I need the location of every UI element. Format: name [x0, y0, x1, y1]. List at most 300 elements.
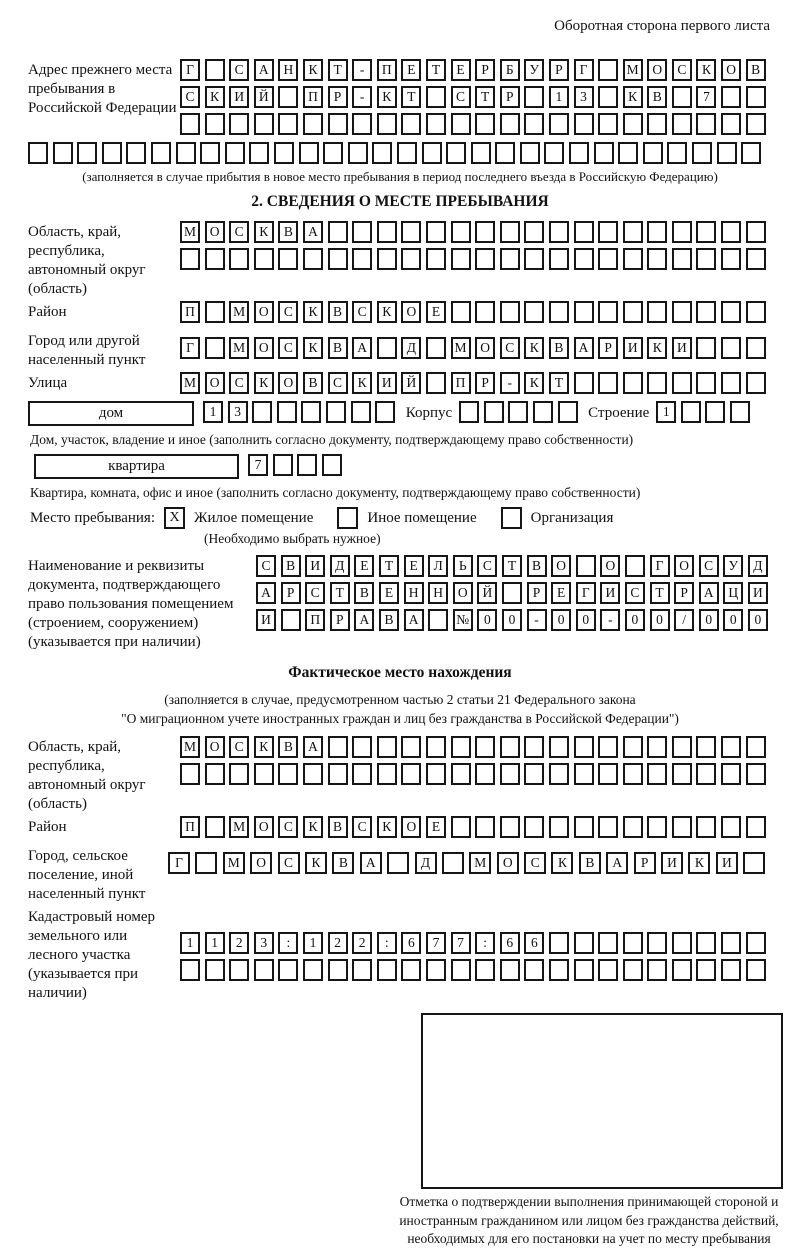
- char-cell[interactable]: [326, 401, 346, 423]
- char-cell[interactable]: [576, 555, 596, 577]
- char-cell[interactable]: 1: [205, 932, 225, 954]
- char-cell[interactable]: Д: [415, 852, 437, 874]
- char-cell[interactable]: [696, 736, 716, 758]
- cadastral-row-1[interactable]: [180, 932, 772, 954]
- char-cell[interactable]: С: [256, 555, 276, 577]
- char-cell[interactable]: 6: [524, 932, 544, 954]
- char-cell[interactable]: [180, 113, 200, 135]
- char-cell[interactable]: А: [303, 221, 323, 243]
- char-cell[interactable]: Д: [330, 555, 350, 577]
- char-cell[interactable]: К: [205, 86, 225, 108]
- char-cell[interactable]: 0: [625, 609, 645, 631]
- char-cell[interactable]: [574, 113, 594, 135]
- char-cell[interactable]: [743, 852, 765, 874]
- document-row-3[interactable]: [256, 609, 772, 631]
- char-cell[interactable]: Е: [379, 582, 399, 604]
- char-cell[interactable]: [322, 454, 342, 476]
- char-cell[interactable]: [328, 959, 348, 981]
- char-cell[interactable]: О: [250, 852, 272, 874]
- char-cell[interactable]: О: [600, 555, 620, 577]
- char-cell[interactable]: С: [229, 372, 249, 394]
- char-cell[interactable]: С: [524, 852, 546, 874]
- char-cell[interactable]: И: [716, 852, 738, 874]
- char-cell[interactable]: Т: [330, 582, 350, 604]
- char-cell[interactable]: И: [600, 582, 620, 604]
- char-cell[interactable]: Е: [451, 59, 471, 81]
- char-cell[interactable]: [643, 142, 663, 164]
- char-cell[interactable]: Е: [551, 582, 571, 604]
- char-cell[interactable]: 6: [401, 932, 421, 954]
- stroenie-cells[interactable]: [656, 401, 754, 423]
- char-cell[interactable]: [524, 221, 544, 243]
- char-cell[interactable]: К: [688, 852, 710, 874]
- char-cell[interactable]: 0: [748, 609, 768, 631]
- char-cell[interactable]: [672, 221, 692, 243]
- char-cell[interactable]: Р: [330, 609, 350, 631]
- char-cell[interactable]: [303, 763, 323, 785]
- char-cell[interactable]: [278, 248, 298, 270]
- char-cell[interactable]: В: [303, 372, 323, 394]
- char-cell[interactable]: [422, 142, 442, 164]
- char-cell[interactable]: Т: [502, 555, 522, 577]
- char-cell[interactable]: П: [303, 86, 323, 108]
- char-cell[interactable]: [277, 401, 297, 423]
- char-cell[interactable]: [696, 248, 716, 270]
- char-cell[interactable]: [451, 959, 471, 981]
- char-cell[interactable]: [721, 337, 741, 359]
- char-cell[interactable]: [352, 736, 372, 758]
- char-cell[interactable]: 0: [723, 609, 743, 631]
- char-cell[interactable]: О: [674, 555, 694, 577]
- char-cell[interactable]: [647, 113, 667, 135]
- char-cell[interactable]: -: [352, 59, 372, 81]
- char-cell[interactable]: [426, 959, 446, 981]
- char-cell[interactable]: [249, 142, 269, 164]
- district-row[interactable]: [180, 301, 772, 323]
- char-cell[interactable]: [229, 113, 249, 135]
- char-cell[interactable]: Ц: [723, 582, 743, 604]
- char-cell[interactable]: Т: [328, 59, 348, 81]
- char-cell[interactable]: [598, 86, 618, 108]
- char-cell[interactable]: Е: [401, 59, 421, 81]
- char-cell[interactable]: 0: [551, 609, 571, 631]
- char-cell[interactable]: К: [647, 337, 667, 359]
- char-cell[interactable]: [401, 113, 421, 135]
- char-cell[interactable]: П: [377, 59, 397, 81]
- char-cell[interactable]: [696, 221, 716, 243]
- char-cell[interactable]: [746, 248, 766, 270]
- region2-row-1[interactable]: [180, 736, 772, 758]
- char-cell[interactable]: [401, 248, 421, 270]
- char-cell[interactable]: [225, 142, 245, 164]
- char-cell[interactable]: [647, 248, 667, 270]
- char-cell[interactable]: [524, 736, 544, 758]
- char-cell[interactable]: Т: [426, 59, 446, 81]
- char-cell[interactable]: Е: [426, 301, 446, 323]
- char-cell[interactable]: 2: [328, 932, 348, 954]
- char-cell[interactable]: -: [600, 609, 620, 631]
- char-cell[interactable]: [647, 221, 667, 243]
- char-cell[interactable]: [672, 301, 692, 323]
- prev-address-row-2[interactable]: [180, 86, 772, 108]
- char-cell[interactable]: [625, 555, 645, 577]
- char-cell[interactable]: Н: [278, 59, 298, 81]
- char-cell[interactable]: [524, 959, 544, 981]
- char-cell[interactable]: [53, 142, 73, 164]
- char-cell[interactable]: [303, 113, 323, 135]
- char-cell[interactable]: [500, 763, 520, 785]
- char-cell[interactable]: [721, 221, 741, 243]
- char-cell[interactable]: [205, 248, 225, 270]
- char-cell[interactable]: [500, 248, 520, 270]
- char-cell[interactable]: [500, 816, 520, 838]
- char-cell[interactable]: М: [223, 852, 245, 874]
- char-cell[interactable]: М: [180, 736, 200, 758]
- char-cell[interactable]: И: [256, 609, 276, 631]
- char-cell[interactable]: М: [180, 372, 200, 394]
- char-cell[interactable]: Р: [500, 86, 520, 108]
- char-cell[interactable]: Ь: [453, 555, 473, 577]
- char-cell[interactable]: [598, 248, 618, 270]
- char-cell[interactable]: Р: [328, 86, 348, 108]
- char-cell[interactable]: Р: [598, 337, 618, 359]
- char-cell[interactable]: О: [475, 337, 495, 359]
- char-cell[interactable]: А: [404, 609, 424, 631]
- char-cell[interactable]: [254, 113, 274, 135]
- char-cell[interactable]: [401, 763, 421, 785]
- char-cell[interactable]: [195, 852, 217, 874]
- char-cell[interactable]: [647, 932, 667, 954]
- char-cell[interactable]: Б: [500, 59, 520, 81]
- char-cell[interactable]: С: [352, 301, 372, 323]
- char-cell[interactable]: [696, 372, 716, 394]
- char-cell[interactable]: 2: [352, 932, 372, 954]
- char-cell[interactable]: [647, 763, 667, 785]
- region2-row-2[interactable]: [180, 763, 772, 785]
- char-cell[interactable]: [598, 301, 618, 323]
- char-cell[interactable]: [273, 454, 293, 476]
- char-cell[interactable]: Е: [426, 816, 446, 838]
- char-cell[interactable]: О: [278, 372, 298, 394]
- char-cell[interactable]: [746, 932, 766, 954]
- char-cell[interactable]: [549, 763, 569, 785]
- char-cell[interactable]: 2: [229, 932, 249, 954]
- char-cell[interactable]: [598, 372, 618, 394]
- char-cell[interactable]: [574, 301, 594, 323]
- char-cell[interactable]: [377, 337, 397, 359]
- char-cell[interactable]: К: [303, 59, 323, 81]
- char-cell[interactable]: Г: [168, 852, 190, 874]
- char-cell[interactable]: В: [746, 59, 766, 81]
- char-cell[interactable]: [377, 959, 397, 981]
- char-cell[interactable]: [574, 816, 594, 838]
- char-cell[interactable]: [672, 763, 692, 785]
- char-cell[interactable]: О: [647, 59, 667, 81]
- char-cell[interactable]: [524, 763, 544, 785]
- char-cell[interactable]: [254, 959, 274, 981]
- char-cell[interactable]: [352, 763, 372, 785]
- char-cell[interactable]: [126, 142, 146, 164]
- char-cell[interactable]: [205, 959, 225, 981]
- checkbox-residential[interactable]: X: [164, 507, 185, 529]
- char-cell[interactable]: [672, 86, 692, 108]
- char-cell[interactable]: А: [352, 337, 372, 359]
- char-cell[interactable]: [594, 142, 614, 164]
- char-cell[interactable]: В: [549, 337, 569, 359]
- char-cell[interactable]: В: [579, 852, 601, 874]
- char-cell[interactable]: С: [672, 59, 692, 81]
- char-cell[interactable]: С: [278, 816, 298, 838]
- char-cell[interactable]: [574, 372, 594, 394]
- char-cell[interactable]: [151, 142, 171, 164]
- char-cell[interactable]: [297, 454, 317, 476]
- char-cell[interactable]: А: [606, 852, 628, 874]
- char-cell[interactable]: А: [303, 736, 323, 758]
- char-cell[interactable]: [549, 959, 569, 981]
- char-cell[interactable]: [746, 959, 766, 981]
- char-cell[interactable]: [500, 113, 520, 135]
- char-cell[interactable]: [721, 959, 741, 981]
- char-cell[interactable]: В: [328, 816, 348, 838]
- char-cell[interactable]: [721, 113, 741, 135]
- char-cell[interactable]: [672, 959, 692, 981]
- char-cell[interactable]: [278, 86, 298, 108]
- char-cell[interactable]: [500, 736, 520, 758]
- char-cell[interactable]: [401, 736, 421, 758]
- char-cell[interactable]: С: [328, 372, 348, 394]
- char-cell[interactable]: 0: [650, 609, 670, 631]
- char-cell[interactable]: [278, 113, 298, 135]
- char-cell[interactable]: М: [623, 59, 643, 81]
- char-cell[interactable]: В: [278, 221, 298, 243]
- char-cell[interactable]: Т: [475, 86, 495, 108]
- char-cell[interactable]: [442, 852, 464, 874]
- char-cell[interactable]: [672, 816, 692, 838]
- char-cell[interactable]: М: [180, 221, 200, 243]
- char-cell[interactable]: П: [180, 816, 200, 838]
- char-cell[interactable]: К: [303, 337, 323, 359]
- char-cell[interactable]: Д: [401, 337, 421, 359]
- char-cell[interactable]: №: [453, 609, 473, 631]
- char-cell[interactable]: [426, 86, 446, 108]
- char-cell[interactable]: О: [205, 221, 225, 243]
- char-cell[interactable]: [451, 736, 471, 758]
- char-cell[interactable]: Т: [401, 86, 421, 108]
- char-cell[interactable]: 1: [303, 932, 323, 954]
- char-cell[interactable]: [623, 248, 643, 270]
- char-cell[interactable]: [352, 248, 372, 270]
- char-cell[interactable]: [705, 401, 725, 423]
- char-cell[interactable]: Т: [549, 372, 569, 394]
- char-cell[interactable]: [721, 301, 741, 323]
- char-cell[interactable]: [746, 86, 766, 108]
- char-cell[interactable]: С: [278, 301, 298, 323]
- char-cell[interactable]: :: [278, 932, 298, 954]
- char-cell[interactable]: Г: [180, 59, 200, 81]
- char-cell[interactable]: П: [180, 301, 200, 323]
- char-cell[interactable]: [746, 337, 766, 359]
- char-cell[interactable]: И: [377, 372, 397, 394]
- char-cell[interactable]: [549, 221, 569, 243]
- char-cell[interactable]: 3: [228, 401, 248, 423]
- char-cell[interactable]: [502, 582, 522, 604]
- prev-address-row-4[interactable]: [28, 142, 772, 164]
- char-cell[interactable]: О: [497, 852, 519, 874]
- char-cell[interactable]: [451, 816, 471, 838]
- char-cell[interactable]: [623, 763, 643, 785]
- char-cell[interactable]: [549, 816, 569, 838]
- char-cell[interactable]: [375, 401, 395, 423]
- char-cell[interactable]: К: [696, 59, 716, 81]
- char-cell[interactable]: [696, 932, 716, 954]
- char-cell[interactable]: П: [451, 372, 471, 394]
- char-cell[interactable]: Р: [674, 582, 694, 604]
- char-cell[interactable]: [549, 248, 569, 270]
- char-cell[interactable]: [77, 142, 97, 164]
- char-cell[interactable]: [451, 301, 471, 323]
- char-cell[interactable]: [205, 59, 225, 81]
- char-cell[interactable]: С: [477, 555, 497, 577]
- char-cell[interactable]: И: [229, 86, 249, 108]
- char-cell[interactable]: А: [699, 582, 719, 604]
- char-cell[interactable]: [696, 113, 716, 135]
- char-cell[interactable]: О: [254, 337, 274, 359]
- char-cell[interactable]: К: [303, 816, 323, 838]
- char-cell[interactable]: [696, 301, 716, 323]
- document-row-1[interactable]: [256, 555, 772, 577]
- char-cell[interactable]: [558, 401, 578, 423]
- char-cell[interactable]: [377, 736, 397, 758]
- char-cell[interactable]: [484, 401, 504, 423]
- char-cell[interactable]: [180, 959, 200, 981]
- char-cell[interactable]: [598, 763, 618, 785]
- char-cell[interactable]: 3: [574, 86, 594, 108]
- char-cell[interactable]: [524, 248, 544, 270]
- char-cell[interactable]: :: [377, 932, 397, 954]
- char-cell[interactable]: 1: [203, 401, 223, 423]
- char-cell[interactable]: С: [500, 337, 520, 359]
- char-cell[interactable]: Й: [401, 372, 421, 394]
- char-cell[interactable]: К: [623, 86, 643, 108]
- char-cell[interactable]: 0: [576, 609, 596, 631]
- char-cell[interactable]: [647, 959, 667, 981]
- char-cell[interactable]: П: [305, 609, 325, 631]
- char-cell[interactable]: [696, 959, 716, 981]
- char-cell[interactable]: К: [254, 736, 274, 758]
- char-cell[interactable]: [717, 142, 737, 164]
- char-cell[interactable]: 1: [180, 932, 200, 954]
- char-cell[interactable]: Г: [576, 582, 596, 604]
- char-cell[interactable]: Р: [634, 852, 656, 874]
- char-cell[interactable]: [426, 248, 446, 270]
- char-cell[interactable]: И: [305, 555, 325, 577]
- korpus-cells[interactable]: [459, 401, 582, 423]
- char-cell[interactable]: [229, 248, 249, 270]
- char-cell[interactable]: С: [278, 337, 298, 359]
- char-cell[interactable]: [574, 248, 594, 270]
- char-cell[interactable]: С: [625, 582, 645, 604]
- char-cell[interactable]: А: [354, 609, 374, 631]
- char-cell[interactable]: Й: [477, 582, 497, 604]
- char-cell[interactable]: [598, 221, 618, 243]
- char-cell[interactable]: [274, 142, 294, 164]
- char-cell[interactable]: 1: [549, 86, 569, 108]
- char-cell[interactable]: А: [256, 582, 276, 604]
- char-cell[interactable]: [426, 113, 446, 135]
- char-cell[interactable]: И: [661, 852, 683, 874]
- char-cell[interactable]: [102, 142, 122, 164]
- char-cell[interactable]: [623, 301, 643, 323]
- char-cell[interactable]: [352, 221, 372, 243]
- char-cell[interactable]: [721, 763, 741, 785]
- char-cell[interactable]: [647, 301, 667, 323]
- char-cell[interactable]: Р: [527, 582, 547, 604]
- char-cell[interactable]: К: [377, 816, 397, 838]
- char-cell[interactable]: [746, 736, 766, 758]
- char-cell[interactable]: [598, 932, 618, 954]
- char-cell[interactable]: [746, 816, 766, 838]
- char-cell[interactable]: М: [451, 337, 471, 359]
- char-cell[interactable]: С: [352, 816, 372, 838]
- char-cell[interactable]: О: [205, 736, 225, 758]
- char-cell[interactable]: 3: [254, 932, 274, 954]
- char-cell[interactable]: [495, 142, 515, 164]
- char-cell[interactable]: [520, 142, 540, 164]
- char-cell[interactable]: К: [303, 301, 323, 323]
- prev-address-row-1[interactable]: [180, 59, 772, 81]
- char-cell[interactable]: О: [205, 372, 225, 394]
- char-cell[interactable]: 1: [656, 401, 676, 423]
- char-cell[interactable]: Е: [404, 555, 424, 577]
- char-cell[interactable]: 7: [248, 454, 268, 476]
- char-cell[interactable]: 0: [477, 609, 497, 631]
- char-cell[interactable]: 6: [500, 932, 520, 954]
- checkbox-other-premises[interactable]: [337, 507, 358, 529]
- char-cell[interactable]: [569, 142, 589, 164]
- char-cell[interactable]: [397, 142, 417, 164]
- char-cell[interactable]: [672, 932, 692, 954]
- region-row-1[interactable]: [180, 221, 772, 243]
- char-cell[interactable]: [328, 763, 348, 785]
- char-cell[interactable]: [278, 763, 298, 785]
- char-cell[interactable]: [471, 142, 491, 164]
- char-cell[interactable]: [574, 932, 594, 954]
- char-cell[interactable]: [681, 401, 701, 423]
- char-cell[interactable]: [741, 142, 761, 164]
- char-cell[interactable]: [696, 337, 716, 359]
- char-cell[interactable]: [475, 113, 495, 135]
- char-cell[interactable]: [303, 959, 323, 981]
- char-cell[interactable]: [647, 816, 667, 838]
- char-cell[interactable]: [377, 763, 397, 785]
- char-cell[interactable]: С: [278, 852, 300, 874]
- char-cell[interactable]: [475, 736, 495, 758]
- char-cell[interactable]: [574, 763, 594, 785]
- char-cell[interactable]: [446, 142, 466, 164]
- char-cell[interactable]: [721, 372, 741, 394]
- char-cell[interactable]: [647, 736, 667, 758]
- char-cell[interactable]: [475, 763, 495, 785]
- char-cell[interactable]: [328, 736, 348, 758]
- char-cell[interactable]: К: [551, 852, 573, 874]
- char-cell[interactable]: [746, 301, 766, 323]
- house-number-cells[interactable]: [203, 401, 400, 423]
- char-cell[interactable]: Р: [475, 372, 495, 394]
- char-cell[interactable]: [524, 113, 544, 135]
- char-cell[interactable]: [352, 959, 372, 981]
- char-cell[interactable]: [623, 372, 643, 394]
- char-cell[interactable]: [426, 221, 446, 243]
